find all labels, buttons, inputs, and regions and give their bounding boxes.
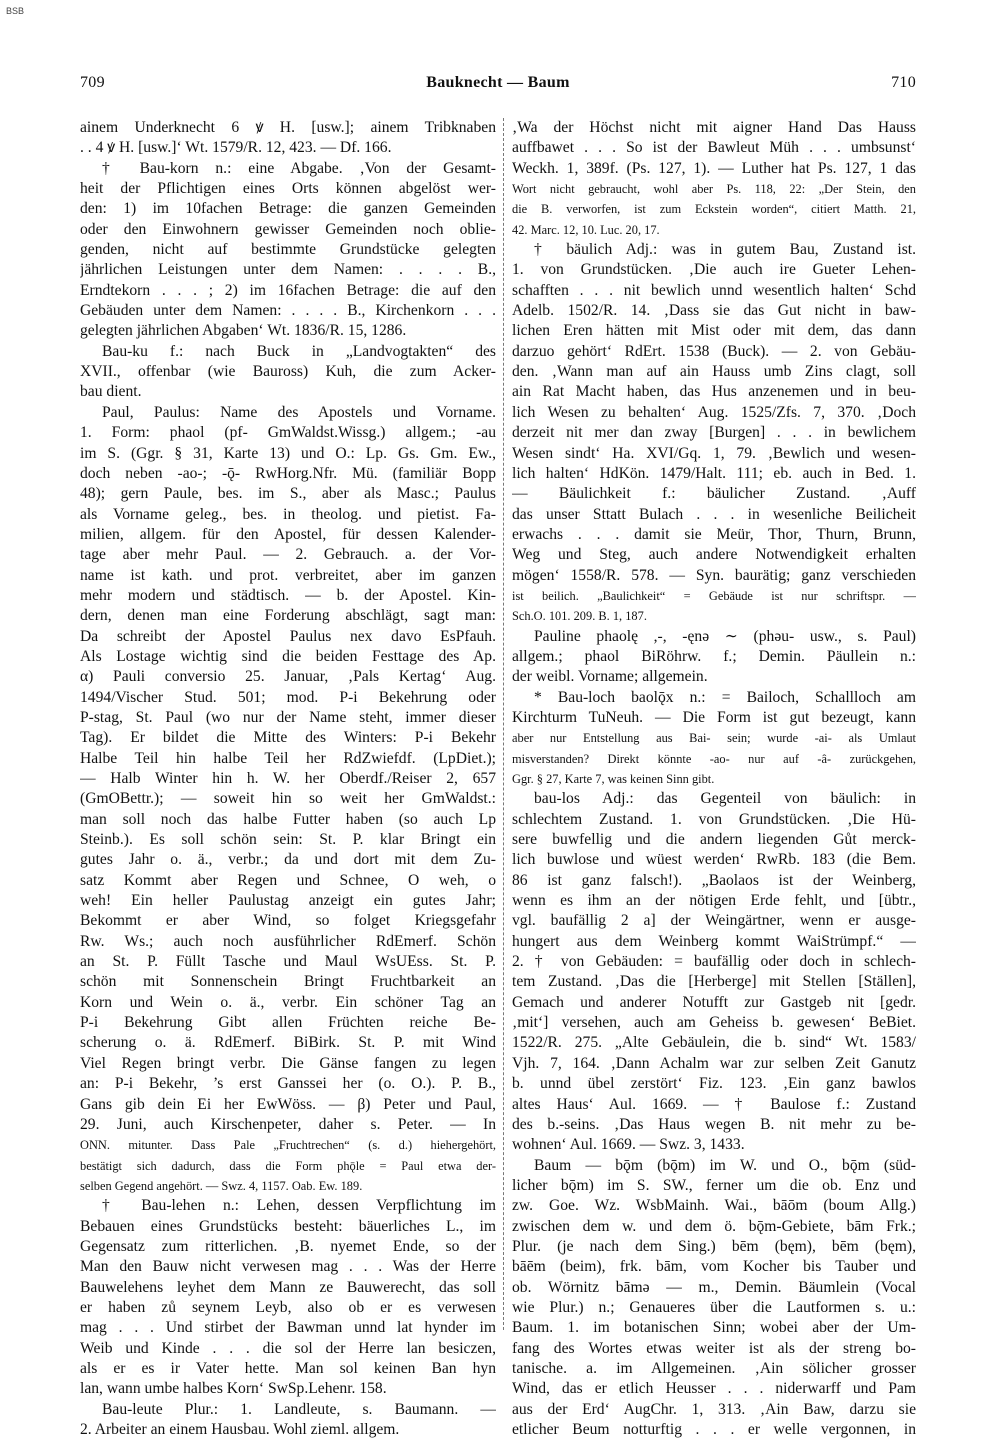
text-line: α) Pauli conversio 25. Januar, ‚Pals Kertag‘ Aug. bbox=[80, 668, 496, 686]
text-line: jährlichen Leistungen unter dem Namen: . . . . B., bbox=[80, 261, 496, 279]
text-line: 1522/R. 275. „Alte Gebäulein, die b. sind“ Wt. 1583/ bbox=[512, 1034, 916, 1052]
text-line: wie Plur.) n.; Genaueres über die Lautformen s. u.: bbox=[512, 1298, 916, 1316]
text-line: — Halb Winter hin h. W. her Oberdf./Reiser 2, 657 bbox=[80, 770, 496, 787]
text-line: Vjh. 7, 164. ‚Dann Achalm war zur selben Zeit Ganutz bbox=[512, 1054, 916, 1072]
text-line: wohnen‘ Aul. 1669. — Swz. 3, 1433. bbox=[512, 1136, 745, 1154]
text-line: das unser Sttatt Bulach . . . in wesenliche Beilicheit bbox=[512, 505, 916, 523]
text-line: Man den Bauw nicht verwesen mag . . . Was der Herre bbox=[80, 1258, 496, 1276]
text-line: Kirchturm TuNeuh. — Die Form ist gut bezeugt, kann bbox=[512, 708, 916, 726]
text-line: oder den Einwohnern gewisser Gemeinden noch oblie- bbox=[80, 220, 496, 238]
text-line: an St. P. Füllt Tasche und Maul WsUEss. St. P. bbox=[80, 953, 496, 971]
text-line: P-stag, St. Paul (wo nur der Name steht, immer dieser bbox=[80, 708, 496, 726]
text-line: 2. Arbeiter an einem Hausbau. Wohl zieml. allgem. bbox=[80, 1421, 400, 1438]
text-line: schlechtem Zustand. 1. von Grundstücken. ‚Die Hü- bbox=[512, 810, 916, 828]
text-line: Bau-ku f.: nach Buck in „Landvogtakten“ des bbox=[102, 342, 496, 360]
text-line: mag . . . Und stirbet der Bawman unnd lat hynder im bbox=[80, 1319, 496, 1337]
text-line: gutes Jahr o. ä., verbr.; da und dort mit dem Zu- bbox=[80, 851, 496, 869]
text-line: bau-los Adj.: das Gegenteil von bäulich: in bbox=[534, 790, 916, 808]
text-line: darzuo gehört‘ RdErt. 1538 (Buck). — 2. von Gebäu- bbox=[512, 342, 916, 360]
text-line: 2. † von Gebäuden: = baufällig oder doch in schlech- bbox=[512, 953, 916, 971]
text-line: derzeit nit mer dan zway [Burgen] . . . in bewlichem bbox=[512, 424, 916, 442]
text-line: milien, allgem. für den Apostel, für dessen Kalender- bbox=[80, 525, 496, 543]
text-line: die B. verworfen, ist zum Eckstein worden“, citiert Matth. 21, bbox=[512, 202, 916, 217]
text-line: Gemach und anderer Notufft zur Gastgeb nit [gedr. bbox=[512, 993, 916, 1011]
text-line: Paul, Paulus: Name des Apostels und Vorname. bbox=[102, 403, 496, 421]
page-header bbox=[80, 74, 916, 98]
text-line: ‚mit‘] versehen, auch am Geheiss b. gewesen‘ BeBiet. bbox=[512, 1014, 916, 1032]
text-line: name ist kath. und prot. verbreitet, aber im ganzen bbox=[80, 566, 496, 584]
text-line: 1. von Grundstücken. ‚Die auch ire Gueter Lehen- bbox=[512, 261, 916, 279]
text-line: bāēm (beim), frk. bām, vom Kocher bis Tauber und bbox=[512, 1258, 916, 1276]
text-line: Weg und Steg, auch andere Notwendigkeit erhalten bbox=[512, 546, 916, 564]
text-line: 1494/Vischer Stud. 501; mod. P-i Bekehrung oder bbox=[80, 688, 496, 706]
text-line: ainem Underknecht 6 ꝟ H. [usw.]; ainem Tribknaben bbox=[80, 119, 496, 136]
text-line: ain Rat Macht haben, das Hus anzenemen und in beu- bbox=[512, 383, 916, 401]
right-column bbox=[512, 118, 916, 1440]
text-line: Halbe Teil hin halbe Teil her RdZwiefdf. (LpDiet.); bbox=[80, 749, 496, 767]
page-title: Bauknecht — Baum bbox=[426, 74, 570, 91]
text-line: zwischen dem w. und dem ö. bǭm-Gebiete, bām Frk.; bbox=[512, 1217, 916, 1235]
text-line: Pauline phaolę ,-, -ęnə ∼ (phəu- usw., s. Paul) bbox=[534, 627, 916, 645]
text-line: schafften . . . nit bewlich unnd wesentlich halten‘ Schd bbox=[512, 281, 916, 299]
text-line: Erndtekorn . . . ; 2) im 16fachen Betrage: die auf den bbox=[80, 281, 496, 299]
text-line: Bekommt er aber Wind, so folget Kriegsgefahr bbox=[80, 912, 496, 930]
text-line: als er es ir Vater hette. Man sol keinen Ban hyn bbox=[80, 1359, 496, 1377]
text-line: mögen‘ 1558/R. 578. — Syn. baurätig; ganz verschieden bbox=[512, 566, 916, 584]
text-line: Rw. Ws.; auch noch ausführlicher RdEmerf. Schön bbox=[80, 932, 496, 950]
text-line: Baum — bǭm (bǭm) im W. und O., bǭm (süd- bbox=[534, 1156, 916, 1174]
text-line: weh! Ein heller Paulustag anzeigt ein gutes Jahr; bbox=[80, 892, 496, 910]
text-line: Korn und Wein o. ä., verbr. Ein schöner Tag an bbox=[80, 993, 496, 1011]
text-line: schön mit Sonnenschein Bringt Fruchtbarkeit an bbox=[80, 973, 496, 991]
text-line: im S. (Ggr. § 31, Karte 13) und O.: Lp. Gs. Gm. Ew., bbox=[80, 444, 496, 462]
text-line: b. unnd übel zerstört‘ Fiz. 123. ‚Ein ganz bawlos bbox=[512, 1075, 916, 1093]
text-line: lich Wesen zu behalten‘ Aug. 1525/Zfs. 7, 370. ‚Doch bbox=[512, 403, 916, 421]
text-line: genden, nicht auf bestimmte Grundstücke gelegten bbox=[80, 241, 496, 259]
text-line: Tag). Er bildet die Mitte des Winters: P-i Bekehr bbox=[80, 729, 496, 747]
text-line: Wort nicht gebraucht, wohl aber Ps. 118, 22: „Der Stein, den bbox=[512, 182, 916, 197]
text-line: tem Zustand. ‚Das die [Herberge] mit Stellen [Ställen], bbox=[512, 973, 916, 991]
text-line: tanische. a. im Allgemeinen. ‚Ain sölicher grosser bbox=[512, 1359, 916, 1377]
text-line: licher bǭm) im S. SW., ferner um die ob. Enz und bbox=[512, 1176, 916, 1194]
text-line: * Bau-loch baolǭx n.: = Bailoch, Schallloch am bbox=[534, 688, 916, 706]
text-line: man soll noch das halbe Futter haben (so auch Lp bbox=[80, 810, 496, 828]
text-line: — Bäulichkeit f.: bäulicher Zustand. ‚Auff bbox=[512, 485, 916, 503]
text-line: den. ‚Wann man auf ain Hauss umb Zins clagt, soll bbox=[512, 363, 916, 381]
text-line: Baum. 1. im botanischen Sinn; wobei aber der Um- bbox=[512, 1319, 916, 1337]
text-line: der weibl. Vorname; allgemein. bbox=[512, 668, 708, 686]
text-line: Bau-leute Plur.: 1. Landleute, s. Baumann. — bbox=[102, 1400, 496, 1418]
text-line: lan, wann umbe halbes Korn‘ SwSp.Lehenr. 158. bbox=[80, 1380, 387, 1398]
library-stamp: BSB bbox=[6, 6, 25, 16]
text-line: etlicher Beum notturftig . . . er welle vergonnen, in bbox=[512, 1421, 916, 1438]
text-line: 48); gern Paule, bes. im S., aber als Masc.; Paulus bbox=[80, 485, 496, 503]
text-line: selben Gegend angehört. — Swz. 4, 1157. Oab. Ew. 189. bbox=[80, 1178, 363, 1193]
text-line: satz Kommt aber Regen und Schnee, O weh, o bbox=[80, 871, 496, 889]
text-line: 86 ist ganz falsch!). „Baolaos ist der Weinberg, bbox=[512, 871, 916, 889]
text-line: fang des Wortes etwas weiter ist als der streng bo- bbox=[512, 1339, 916, 1357]
text-line: Bauwelehens leyhet dem Mann ze Bauwerecht, das soll bbox=[80, 1278, 496, 1296]
column-divider bbox=[503, 118, 504, 1330]
text-line: vgl. baufällig 2 a] der Weingärtner, wenn er ausge- bbox=[512, 912, 916, 930]
text-line: dern, denen man eine Forderung abschlägt, sagt man: bbox=[80, 607, 496, 625]
text-line: den: 1) im 10fachen Betrage: die ganzen Gemeinden bbox=[80, 200, 496, 218]
text-line: lich buwlose und wüest werden‘ RwRb. 183 (die Bem. bbox=[512, 851, 916, 869]
text-line: † bäulich Adj.: was in gutem Bau, Zustand ist. bbox=[534, 241, 916, 259]
page-number-left: 709 bbox=[80, 74, 105, 91]
text-line: Weib und Kinde . . . die sol der Herre lan besiczen, bbox=[80, 1339, 496, 1357]
text-line: ONN. mitunter. Dass Pale „Fruchtrechen“ (s. d.) hiehergehört, bbox=[80, 1138, 496, 1153]
text-line: ist beilich. „Baulichkeit“ = Gebäude ist nur schriftspr. — bbox=[512, 588, 916, 603]
text-line: Steinb.). Es soll schön sein: St. P. klar Bringt ein bbox=[80, 831, 496, 849]
text-line: des b.-seins. ‚Das Haus wegen B. nit mehr zu be- bbox=[512, 1115, 916, 1133]
text-line: misverstanden? Direkt könnte -ao- nur auf -â- zurückgehen, bbox=[512, 751, 916, 766]
left-column bbox=[80, 118, 496, 1440]
text-line: tage aber mehr Paul. — 2. Gebrauch. a. der Vor- bbox=[80, 546, 496, 564]
text-line: (GmOBettr.); — soweit hin so weit her GmWaldst.: bbox=[80, 790, 496, 808]
text-line: Gegensatz zum ritterlichen. ‚B. nyemet Ende, so der bbox=[80, 1237, 496, 1255]
text-line: aber nur Entstellung aus Bai- sein; wurde -ai- als Umlaut bbox=[512, 731, 916, 746]
text-line: 42. Marc. 12, 10. Luc. 20, 17. bbox=[512, 222, 660, 237]
text-line: lich halten‘ HdKön. 1479/Halt. 111; eb. auch in Bed. 1. bbox=[512, 464, 916, 482]
text-line: wenn es ihm an der nötigen Erde fehlt, und [übtr., bbox=[512, 892, 916, 910]
text-line: Da schreibt der Apostel Paulus nex davo EsPfauh. bbox=[80, 627, 496, 645]
text-line: Plur. (je nach dem Sing.) bēm (bęm), bēm (bęm), bbox=[512, 1237, 916, 1255]
text-line: ob. Wörnitz bāmə — m., Demin. Bäumlein (Vocal bbox=[512, 1278, 916, 1296]
text-line: als Vorname geleg., bes. in theolog. und pietist. Fa- bbox=[80, 505, 496, 523]
page-number-right: 710 bbox=[891, 74, 916, 91]
text-line: lichen Eren hätten mit Mist oder mit dem, das dann bbox=[512, 322, 916, 340]
text-line: Wesen sindt‘ Ha. XVI/Gq. 1, 79. ‚Bewlich und wesen- bbox=[512, 444, 916, 462]
text-line: zw. Goe. Wz. WsbMainh. Wai., bāōm (boum Allg.) bbox=[512, 1197, 916, 1215]
text-line: bau dient. bbox=[80, 383, 142, 401]
text-line: Gans gib dein Ei her EwWöss. — β) Peter und Paul, bbox=[80, 1095, 496, 1113]
text-line: Viel Regen bringt verbr. Die Gänse fangen zu legen bbox=[80, 1054, 496, 1072]
text-line: Wind, das er etlich Heusser . . . niderwarff und Pam bbox=[512, 1380, 916, 1398]
text-line: Sch.O. 101. 209. B. 1, 187. bbox=[512, 609, 647, 624]
text-line: Adelb. 1502/R. 14. ‚Dass sie das Gut nicht in baw- bbox=[512, 302, 916, 320]
text-line: P-i Bekehrung Gibt allen Früchten reiche Be- bbox=[80, 1014, 496, 1032]
text-line: heit der Pflichtigen eines Orts können abgelöst wer- bbox=[80, 180, 496, 198]
text-line: mehr modern und städtisch. — b. der Apostel. Kin- bbox=[80, 586, 496, 604]
text-line: ‚Wa der Höchst nicht mit aigner Hand Das Hauss bbox=[512, 119, 916, 136]
text-line: Weckh. 1, 389f. (Ps. 127, 1). — Luther hat Ps. 127, 1 das bbox=[512, 159, 916, 177]
text-line: hungert aus dem Weinberg kommt WaiStrümpf.“ — bbox=[512, 932, 916, 950]
text-line: gelegten jährlichen Abgaben‘ Wt. 1836/R. 15, 1286. bbox=[80, 322, 407, 340]
text-line: er haben zů seynem Leyb, also ob er es verwesen bbox=[80, 1298, 496, 1316]
text-line: † Bau-lehen n.: Lehen, dessen Verpflichtung im bbox=[102, 1197, 496, 1215]
text-line: doch neben -ao-; -ǭ- RwHorg.Nfr. Mü. (familiär Bopp bbox=[80, 464, 496, 482]
text-line: allgem.; phaol BiRöhrw. f.; Demin. Päullein n.: bbox=[512, 647, 916, 665]
text-line: XVII., offenbar (wie Bauross) Kuh, die zum Acker- bbox=[80, 363, 496, 381]
text-line: auffbawet . . . So ist der Bawleut Müh . . . umbsunst‘ bbox=[512, 139, 916, 157]
text-line: Gebäuden unter dem Namen: . . . . B., Kirchenkorn . . . bbox=[80, 302, 496, 320]
text-line: † Bau-korn n.: eine Abgabe. ‚Von der Gesamt- bbox=[102, 159, 496, 177]
text-line: sere buwfellig und die andern liegenden Gůt merck- bbox=[512, 831, 916, 849]
text-line: erwachs . . . damit sie Meür, Thor, Thurn, Brunn, bbox=[512, 525, 916, 543]
text-line: aus der Erd‘ AugChr. 1, 313. ‚Ain Baw, darzu sie bbox=[512, 1400, 916, 1418]
text-line: Ggr. § 27, Karte 7, was keinen Sinn gibt. bbox=[512, 772, 715, 786]
text-line: an: P-i Bekehr, ’s erst Ganssei her (o. O.). P. B., bbox=[80, 1075, 496, 1093]
text-line: 1. Form: phaol (pf- GmWaldst.Wissg.) allgem.; -au bbox=[80, 424, 496, 442]
text-line: Als Lostage wichtig sind die beiden Festtage des Ap. bbox=[80, 647, 496, 665]
text-line: scherung o. ä. RdEmerf. BiBirk. St. P. mit Wind bbox=[80, 1034, 496, 1052]
text-line: Bebauen eines Grundstücks besteht: bäuerliches L., im bbox=[80, 1217, 496, 1235]
text-line: altes Haus‘ Aul. 1669. — † Baulose f.: Zustand bbox=[512, 1095, 916, 1113]
text-line: . . 4 ꝟ H. [usw.]‘ Wt. 1579/R. 12, 423. — Df. 166. bbox=[80, 139, 392, 157]
text-line: bestätigt sich dadurch, dass die Form phǭle = Paul etwa der- bbox=[80, 1158, 496, 1173]
text-line: 29. Juni, auch Kirschenpeter, daher s. Peter. — In bbox=[80, 1115, 496, 1133]
